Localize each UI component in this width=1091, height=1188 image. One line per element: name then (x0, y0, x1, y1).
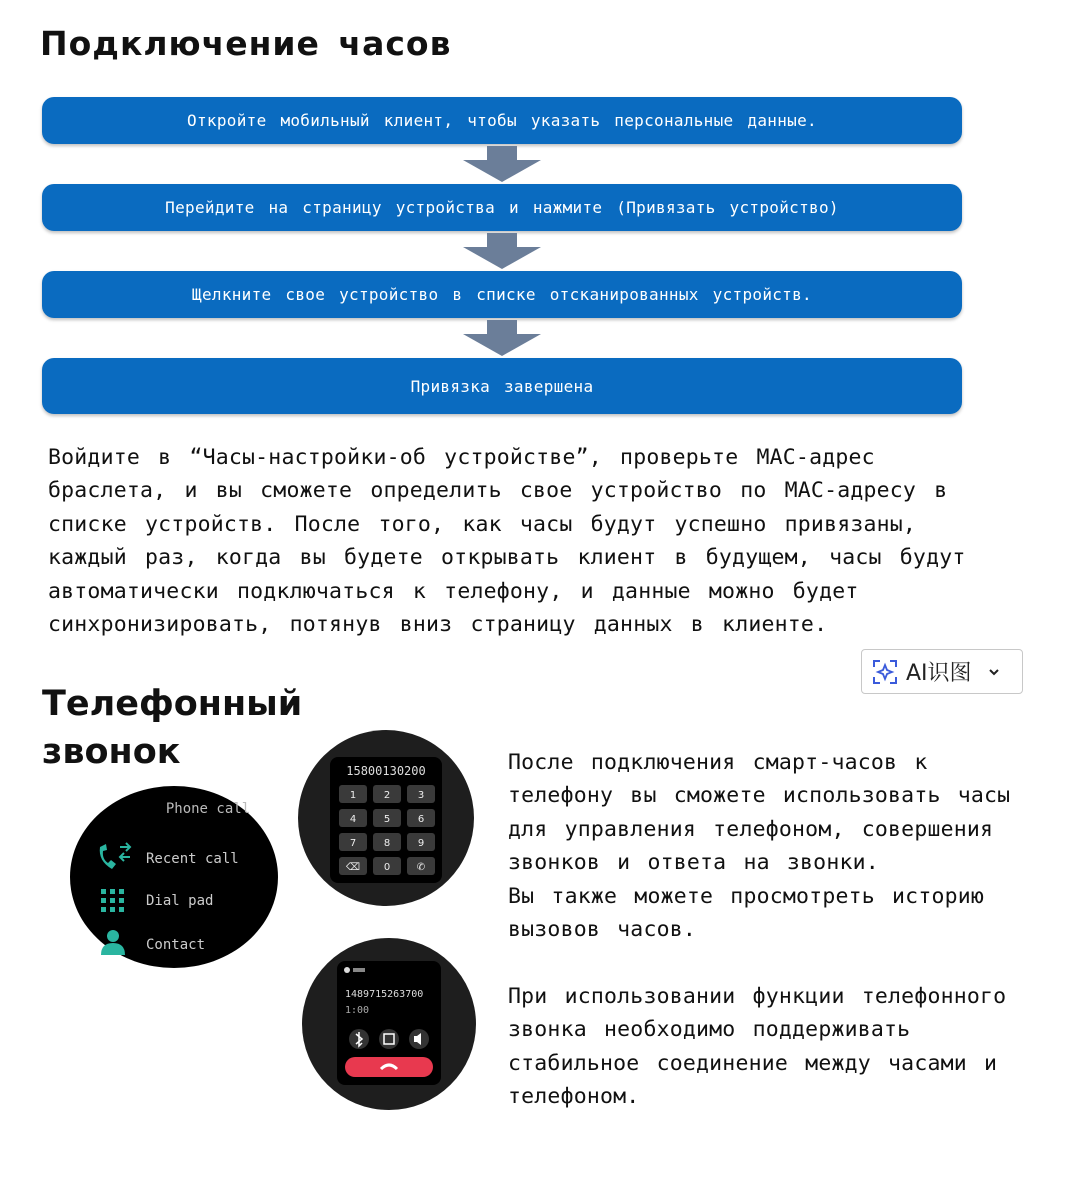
ai-image-recognition-button[interactable] (861, 649, 1023, 694)
note-line: стабильное соединение между часами и (508, 1050, 998, 1076)
watch-phone-menu-screen (68, 785, 280, 970)
watch-menu-item-recent: Recent call (146, 851, 239, 867)
step-3-text: Щелкните свое устройство в списке отсканированных устройств. (192, 285, 812, 304)
description-line: вызовов часов. (508, 917, 697, 943)
binding-paragraph (48, 441, 1068, 641)
note-line: звонка необходимо поддерживать (508, 1017, 911, 1043)
watch-menu-header: Phone call (165, 801, 251, 817)
watch-menu-item-dialpad: Dial pad (146, 893, 214, 909)
step-3-box (42, 271, 962, 318)
dialpad-icon (101, 889, 124, 912)
step-4-text: Привязка завершена (410, 376, 594, 396)
paragraph-line: браслета, и вы сможете определить свое устройство по MAC-адресу в (48, 478, 948, 504)
step-arrow-2 (463, 233, 541, 269)
ai-button-label: AI识图 (906, 661, 972, 686)
watch-menu-item-contact: Contact (146, 937, 206, 953)
dialpad-key-label: 7 (349, 838, 357, 849)
paragraph-line: автоматически подключаться к телефону, и данные можно будет (48, 578, 859, 604)
dialpad-key-label: 4 (349, 814, 357, 825)
phone-call-description (508, 746, 1083, 1113)
description-line: После подключения смарт-часов к (508, 750, 928, 775)
description-line: телефону вы сможете использовать часы (508, 783, 1011, 809)
step-2-box (42, 184, 962, 231)
watch-incall-screen (301, 937, 477, 1111)
hang-up-button[interactable] (345, 1057, 433, 1077)
paragraph-line: синхронизировать, потянув вниз страницу данных в клиенте. (48, 612, 828, 638)
dialpad-key-label: ✆ (416, 862, 426, 873)
dialpad-key-label: 1 (349, 790, 357, 801)
dialpad-key-label: 2 (383, 790, 391, 801)
watch-dialpad-screen (297, 729, 475, 907)
paragraph-line: Войдите в “Часы-настройки-об устройстве”, проверьте MAC-адрес (48, 445, 875, 470)
incall-number: 1489715263700 (345, 989, 424, 1000)
description-line: звонков и ответа на звонки. (508, 850, 879, 876)
step-1-text: Откройте мобильный клиент, чтобы указать персональные данные. (187, 111, 817, 130)
note-line: телефоном. (508, 1084, 640, 1110)
phone-title-line: Телефонный (42, 684, 303, 724)
dialpad-key-label: 0 (383, 862, 391, 873)
ai-sparkle-icon (872, 659, 898, 685)
incall-timer: 1:00 (345, 1005, 370, 1016)
phone-title-line: звонок (42, 732, 181, 772)
dialpad-key-label: 6 (417, 814, 425, 825)
chevron-down-icon (988, 666, 1000, 678)
description-line: для управления телефоном, совершения (508, 816, 994, 842)
paragraph-line: каждый раз, когда вы будете открывать клиент в будущем, часы будут (48, 545, 966, 571)
dialpad-number: 15800130200 (346, 764, 426, 778)
section-title-watch-connection: Подключение часов (40, 24, 452, 63)
section-title-phone-call (42, 680, 302, 776)
step-arrow-3 (463, 320, 541, 356)
dialpad-key-label: ⌫ (345, 862, 361, 873)
dialpad-key-label: 8 (383, 838, 391, 849)
step-arrow-1 (463, 146, 541, 182)
step-2-text: Перейдите на страницу устройства и нажмите (Привязать устройство) (165, 198, 839, 217)
step-1-box (42, 97, 962, 144)
step-4-box (42, 358, 962, 414)
keypad-icon (379, 1029, 399, 1049)
dialpad-key-label: 5 (383, 814, 391, 825)
dialpad-key-label: 9 (417, 838, 425, 849)
dialpad-key-label: 3 (417, 790, 425, 801)
description-line: Вы также можете просмотреть историю (508, 883, 985, 909)
note-line: При использовании функции телефонного (508, 983, 1007, 1009)
paragraph-line: списке устройств. После того, как часы будут успешно привязаны, (48, 511, 917, 537)
